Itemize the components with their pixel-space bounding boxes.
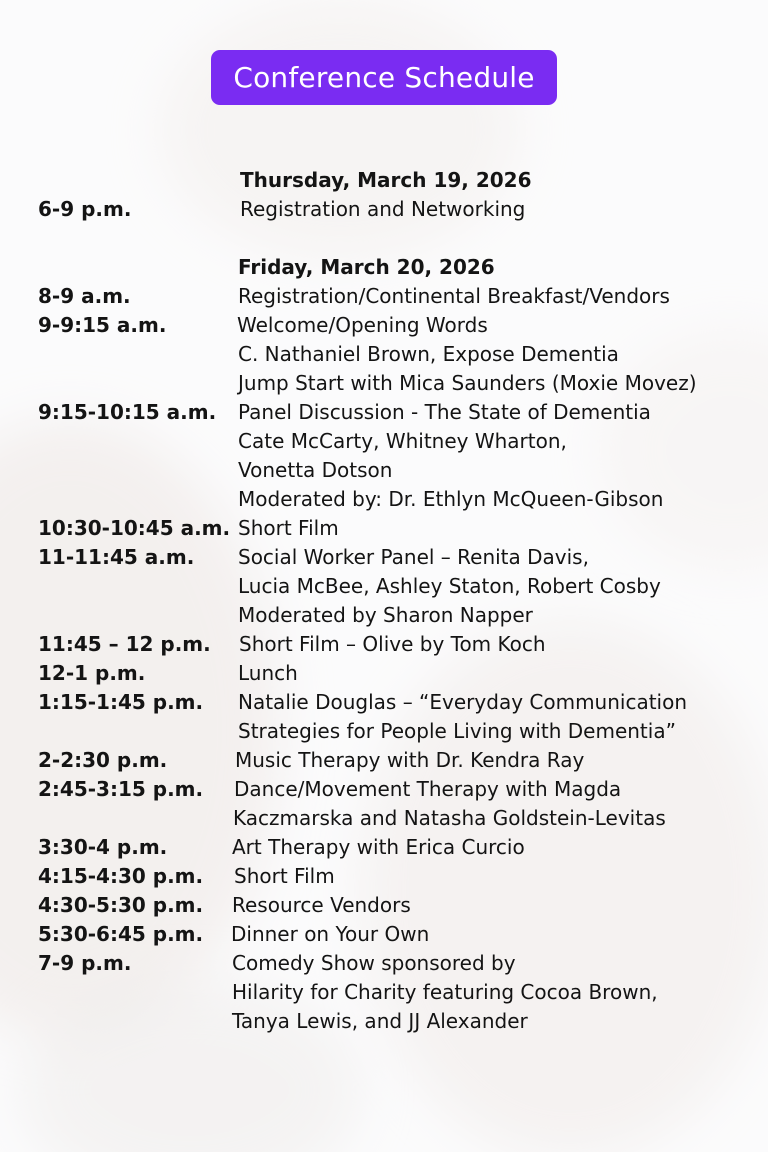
schedule-time: 8-9 a.m. [38, 284, 131, 308]
schedule-item: Natalie Douglas – “Everyday Communication [238, 690, 688, 714]
schedule-item: Panel Discussion - The State of Dementia [238, 400, 651, 424]
schedule-item: Dance/Movement Therapy with Magda [234, 777, 622, 801]
schedule-item: Jump Start with Mica Saunders (Moxie Movez) [238, 371, 697, 395]
page-title: Conference Schedule [211, 50, 557, 105]
schedule-time: 4:15-4:30 p.m. [38, 864, 204, 888]
schedule-item: Moderated by Sharon Napper [238, 603, 533, 627]
schedule-item: Comedy Show sponsored by [232, 951, 516, 975]
schedule-item: Vonetta Dotson [238, 458, 393, 482]
schedule-item: Dinner on Your Own [231, 922, 430, 946]
schedule-time: 4:30-5:30 p.m. [38, 893, 204, 917]
schedule-time: 7-9 p.m. [38, 951, 132, 975]
schedule-time: 2:45-3:15 p.m. [38, 777, 204, 801]
schedule-item: Lucia McBee, Ashley Staton, Robert Cosby [238, 574, 661, 598]
schedule-item: Tanya Lewis, and JJ Alexander [232, 1009, 528, 1033]
schedule-time: 1:15-1:45 p.m. [38, 690, 204, 714]
schedule-item: Cate McCarty, Whitney Wharton, [238, 429, 567, 453]
schedule-time: 10:30-10:45 a.m. [38, 516, 231, 540]
schedule-item: Registration/Continental Breakfast/Vendors [238, 284, 670, 308]
schedule-time: 12-1 p.m. [38, 661, 146, 685]
schedule-time: 9-9:15 a.m. [38, 313, 167, 337]
schedule-item: Strategies for People Living with Dementia” [238, 719, 676, 743]
schedule-time: 11-11:45 a.m. [38, 545, 195, 569]
day-heading-friday: Friday, March 20, 2026 [238, 255, 495, 279]
schedule-time: 9:15-10:15 a.m. [38, 400, 217, 424]
schedule-item: Short Film [238, 516, 339, 540]
schedule-time: 6-9 p.m. [38, 197, 132, 221]
schedule-item: Hilarity for Charity featuring Cocoa Brown, [232, 980, 658, 1004]
schedule-item: Short Film [234, 864, 335, 888]
schedule-item: Kaczmarska and Natasha Goldstein-Levitas [233, 806, 666, 830]
schedule-item: Moderated by: Dr. Ethlyn McQueen-Gibson [238, 487, 664, 511]
schedule-item: Registration and Networking [240, 197, 526, 221]
schedule-time: 11:45 – 12 p.m. [38, 632, 211, 656]
schedule-item: Social Worker Panel – Renita Davis, [238, 545, 589, 569]
schedule-item: C. Nathaniel Brown, Expose Dementia [238, 342, 619, 366]
schedule-time: 5:30-6:45 p.m. [38, 922, 204, 946]
schedule-item: Lunch [238, 661, 298, 685]
schedule-item: Music Therapy with Dr. Kendra Ray [235, 748, 585, 772]
day-heading-thursday: Thursday, March 19, 2026 [240, 168, 532, 192]
schedule-item: Welcome/Opening Words [237, 313, 488, 337]
schedule-time: 2-2:30 p.m. [38, 748, 168, 772]
schedule-time: 3:30-4 p.m. [38, 835, 168, 859]
schedule-item: Short Film – Olive by Tom Koch [239, 632, 546, 656]
schedule-item: Resource Vendors [232, 893, 411, 917]
schedule-item: Art Therapy with Erica Curcio [232, 835, 525, 859]
